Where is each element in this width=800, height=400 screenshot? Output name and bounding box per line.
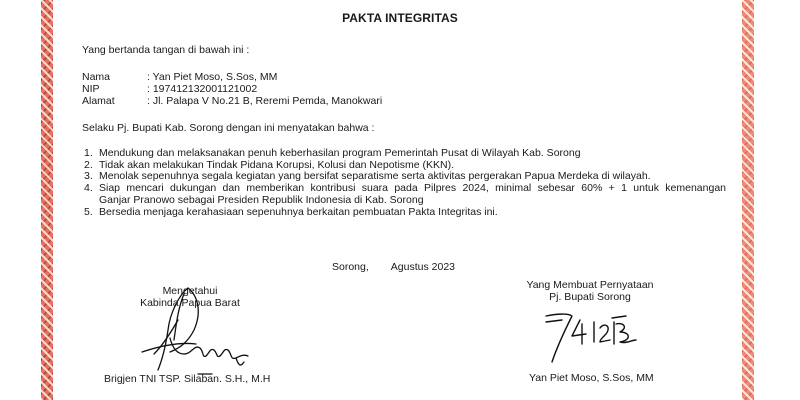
list-text: Mendukung dan melaksanakan penuh keberhasilan program Pemerintah Pusat di Wilayah Kab. Sorong — [99, 147, 581, 159]
list-item — [84, 148, 726, 160]
list-number: 2. — [84, 158, 93, 171]
field-label-nip: NIP — [82, 83, 100, 95]
list-text: Menolak sepenuhnya segala kegiatan yang bersifat separatisme serta aktivitas pergerakan Papua Merdeka di wilayah. — [99, 170, 651, 183]
signatory-left-name: Brigjen TNI TSP. Silaban. S.H., M.H — [104, 373, 271, 385]
document-title: PAKTA INTEGRITAS — [342, 11, 458, 25]
field-value-alamat: : Jl. Palapa V No.21 B, Reremi Pemda, Manokwari — [147, 95, 383, 107]
list-number: 1. — [84, 147, 93, 159]
list-item-continuation: Ganjar Pranowo sebagai Presiden Republik Indonesia di Kab. Sorong — [99, 193, 424, 206]
decorative-border-right — [742, 0, 754, 400]
field-value-nip: : 197412132001121002 — [147, 83, 258, 95]
signatory-right-role: Yang Membuat Pernyataan — [526, 279, 654, 291]
signatory-right-heading — [495, 279, 685, 303]
intro-text: Yang bertanda tangan di bawah ini : — [82, 44, 250, 56]
statement-intro: Selaku Pj. Bupati Kab. Sorong dengan ini menyatakan bahwa : — [82, 122, 375, 134]
place-date — [332, 261, 455, 273]
list-number: 3. — [84, 170, 93, 183]
signatory-right-title: Pj. Bupati Sorong — [549, 291, 631, 303]
field-value-nama: : Yan Piet Moso, S.Sos, MM — [147, 71, 278, 83]
list-text: Tidak akan melakukan Tindak Pidana Korupsi, Kolusi dan Nepotisme (KKN). — [99, 158, 455, 171]
signatory-left-role: Mengetahui — [162, 285, 218, 297]
list-text: Siap mencari dukungan dan memberikan kontribusi suara pada Pilpres 2024, minimal sebesar 60% + 1 untuk kemenangan — [99, 182, 726, 195]
decorative-border-left — [41, 0, 53, 400]
signature-right — [540, 310, 640, 366]
signatory-left-title: Kabinda Papua Barat — [140, 297, 240, 309]
place: Sorong, — [332, 261, 369, 273]
list-number: 5. — [84, 205, 93, 218]
list-number: 4. — [84, 182, 93, 195]
date: Agustus 2023 — [390, 261, 455, 273]
field-label-nama: Nama — [82, 71, 111, 83]
list-item — [84, 207, 726, 219]
statement-list — [84, 148, 726, 218]
list-text: Bersedia menjaga kerahasiaan sepenuhnya berkaitan pembuatan Pakta Integritas ini. — [99, 205, 498, 218]
signature-left — [140, 282, 260, 382]
signatory-right-name: Yan Piet Moso, S.Sos, MM — [529, 372, 654, 384]
field-label-alamat: Alamat — [82, 95, 115, 107]
